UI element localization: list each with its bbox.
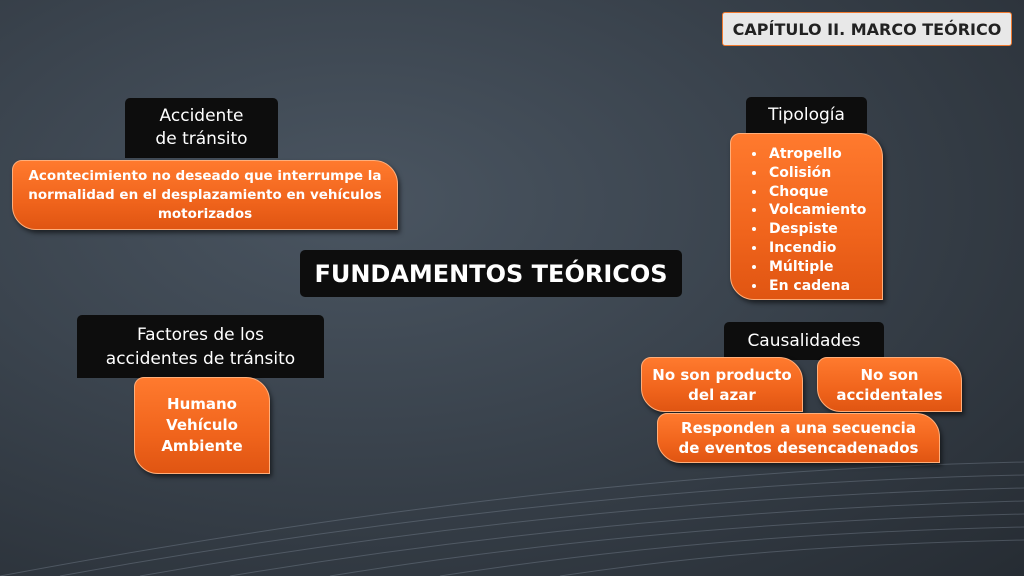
tipologia-item: • Colisión — [767, 164, 866, 183]
tipologia-item: • Choque — [767, 183, 866, 202]
tipologia-title-box — [746, 97, 867, 133]
causalidades-title: Causalidades — [747, 331, 861, 351]
main-title-text: FUNDAMENTOS TEÓRICOS — [314, 259, 668, 288]
accidente-title-line1: Accidente — [159, 106, 244, 126]
tipologia-title: Tipología — [768, 105, 845, 125]
factores-title-box — [77, 315, 324, 378]
causalidad-line: del azar — [688, 385, 756, 404]
factor-item: Humano — [167, 395, 237, 413]
factores-list-box — [134, 377, 270, 474]
causalidad-line: Responden a una secuencia — [681, 419, 916, 437]
factor-item: Ambiente — [161, 437, 243, 455]
tipologia-item: • Despiste — [767, 220, 866, 239]
accidente-definition-text: Acontecimiento no deseado que interrumpe la normalidad en el desplazamiento en vehículos motorizados — [28, 167, 382, 222]
causalidades-title-box — [724, 322, 884, 360]
causalidad-box-secuencia — [657, 413, 940, 463]
factor-item: Vehículo — [166, 416, 238, 434]
factores-title-line1: Factores de los — [136, 324, 264, 345]
factores-title-line2: accidentes de tránsito — [105, 348, 296, 369]
causalidad-line: No son producto — [652, 365, 792, 384]
tipologia-item: • En cadena — [767, 277, 866, 296]
accidente-title-line2: de tránsito — [155, 129, 248, 149]
tipologia-item: • Incendio — [767, 239, 866, 258]
main-title — [300, 250, 682, 297]
causalidad-line: No son — [860, 365, 919, 384]
tipologia-item: • Atropello — [767, 145, 866, 164]
causalidad-box-accidentales — [817, 357, 962, 412]
causalidad-line: de eventos desencadenados — [678, 439, 919, 457]
accidente-definition-box — [12, 160, 398, 230]
chapter-header — [722, 12, 1012, 46]
tipologia-list — [731, 145, 866, 295]
chapter-header-text: CAPÍTULO II. MARCO TEÓRICO — [732, 19, 1002, 39]
causalidad-box-azar — [641, 357, 803, 412]
accidente-title-box — [125, 98, 278, 158]
tipologia-list-box — [730, 133, 883, 300]
causalidad-line: accidentales — [836, 385, 943, 404]
tipologia-item: • Volcamiento — [767, 201, 866, 220]
tipologia-item: • Múltiple — [767, 258, 866, 277]
